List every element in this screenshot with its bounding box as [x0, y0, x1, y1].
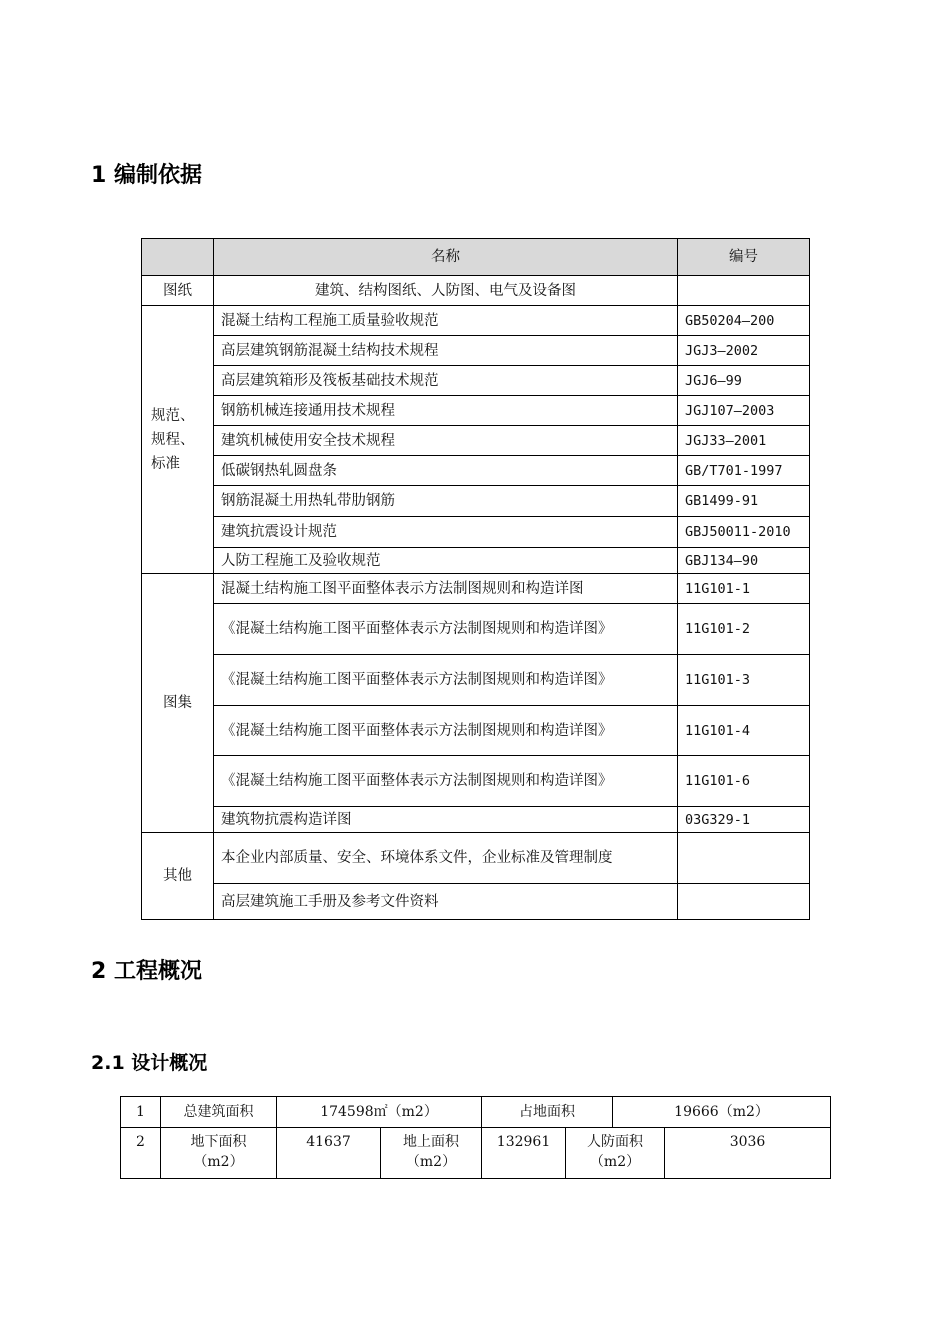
row-name: 钢筋混凝土用热轧带肋钢筋 [214, 486, 678, 517]
table-row [142, 366, 810, 396]
row-code: 11G101-4 [678, 706, 810, 756]
underground-area-label [161, 1128, 277, 1179]
table-row [142, 548, 810, 574]
table-row [121, 1128, 831, 1179]
label-unit: （m2） [589, 1154, 641, 1170]
row-name: 建筑机械使用安全技术规程 [214, 426, 678, 456]
civil-defense-area-label [566, 1128, 665, 1179]
row-code: 11G101-3 [678, 655, 810, 706]
row-code: 11G101-6 [678, 756, 810, 807]
row-code: JGJ33—2001 [678, 426, 810, 456]
row-name: 人防工程施工及验收规范 [214, 548, 678, 574]
site-area-value: 19666（m2） [613, 1097, 831, 1128]
row-name: 《混凝土结构施工图平面整体表示方法制图规则和构造详图》 [214, 756, 678, 807]
total-area-value: 174598㎡（m2） [277, 1097, 482, 1128]
category-line: 标准 [151, 455, 180, 472]
category-line: 规范、 [151, 407, 195, 424]
table-row [142, 574, 810, 604]
row-name: 钢筋机械连接通用技术规程 [214, 396, 678, 426]
table-row [142, 884, 810, 920]
row-name: 高层建筑施工手册及参考文件资料 [214, 884, 678, 920]
row-number: 2 [121, 1128, 161, 1179]
category-line: 规程、 [151, 431, 195, 448]
aboveground-area-label [381, 1128, 482, 1179]
row-code [678, 884, 810, 920]
table-row [142, 456, 810, 486]
table-row [142, 396, 810, 426]
row-code: GBJ134—90 [678, 548, 810, 574]
row-code: GB50204—200 [678, 306, 810, 336]
row-name: 高层建筑箱形及筏板基础技术规范 [214, 366, 678, 396]
table-row [142, 426, 810, 456]
row-name: 低碳钢热轧圆盘条 [214, 456, 678, 486]
row-name: 建筑、结构图纸、人防图、电气及设备图 [214, 276, 678, 306]
table-row [142, 276, 810, 306]
row-code: JGJ107—2003 [678, 396, 810, 426]
header-name: 名称 [214, 239, 678, 276]
row-code: GBJ50011-2010 [678, 517, 810, 548]
basis-table [141, 238, 810, 920]
site-area-label: 占地面积 [482, 1097, 613, 1128]
label-line: 人防面积 [587, 1134, 644, 1150]
table-row [142, 655, 810, 706]
row-name: 《混凝土结构施工图平面整体表示方法制图规则和构造详图》 [214, 604, 678, 655]
row-name: 建筑抗震设计规范 [214, 517, 678, 548]
row-code: JGJ3—2002 [678, 336, 810, 366]
aboveground-area-value: 132961 [482, 1128, 566, 1179]
header-category [142, 239, 214, 276]
row-name: 混凝土结构工程施工质量验收规范 [214, 306, 678, 336]
row-code: 03G329-1 [678, 807, 810, 833]
overview-table [120, 1096, 831, 1179]
table-row [142, 833, 810, 884]
table-row [142, 486, 810, 517]
label-line: 地上面积 [403, 1134, 459, 1150]
label-unit: （m2） [405, 1154, 457, 1170]
table-header-row [142, 239, 810, 276]
table-row [142, 517, 810, 548]
row-name: 本企业内部质量、安全、环境体系文件，企业标准及管理制度 [214, 833, 678, 884]
table-row [142, 604, 810, 655]
row-code: GB/T701-1997 [678, 456, 810, 486]
row-name: 混凝土结构施工图平面整体表示方法制图规则和构造详图 [214, 574, 678, 604]
category-other: 其他 [142, 833, 214, 920]
row-code [678, 276, 810, 306]
row-name: 高层建筑钢筋混凝土结构技术规程 [214, 336, 678, 366]
section-heading-basis: 1 编制依据 [91, 163, 202, 188]
label-line: 地下面积 [190, 1134, 247, 1150]
civil-defense-area-value: 3036 [665, 1128, 831, 1179]
category-drawings: 图纸 [142, 276, 214, 306]
table-row [142, 807, 810, 833]
row-code [678, 833, 810, 884]
row-code: 11G101-2 [678, 604, 810, 655]
underground-area-value: 41637 [277, 1128, 381, 1179]
table-row [121, 1097, 831, 1128]
row-name: 《混凝土结构施工图平面整体表示方法制图规则和构造详图》 [214, 655, 678, 706]
section-heading-overview: 2 工程概况 [91, 959, 202, 984]
table-row [142, 706, 810, 756]
row-code: 11G101-1 [678, 574, 810, 604]
table-row [142, 756, 810, 807]
subsection-heading-design: 2.1 设计概况 [91, 1052, 208, 1074]
row-number: 1 [121, 1097, 161, 1128]
table-row [142, 306, 810, 336]
row-name: 建筑物抗震构造详图 [214, 807, 678, 833]
row-name: 《混凝土结构施工图平面整体表示方法制图规则和构造详图》 [214, 706, 678, 756]
header-code: 编号 [678, 239, 810, 276]
table-row [142, 336, 810, 366]
row-code: JGJ6—99 [678, 366, 810, 396]
category-standards [142, 306, 214, 574]
total-area-label: 总建筑面积 [161, 1097, 277, 1128]
label-unit: （m2） [193, 1154, 244, 1170]
row-code: GB1499-91 [678, 486, 810, 517]
category-atlas: 图集 [142, 574, 214, 833]
